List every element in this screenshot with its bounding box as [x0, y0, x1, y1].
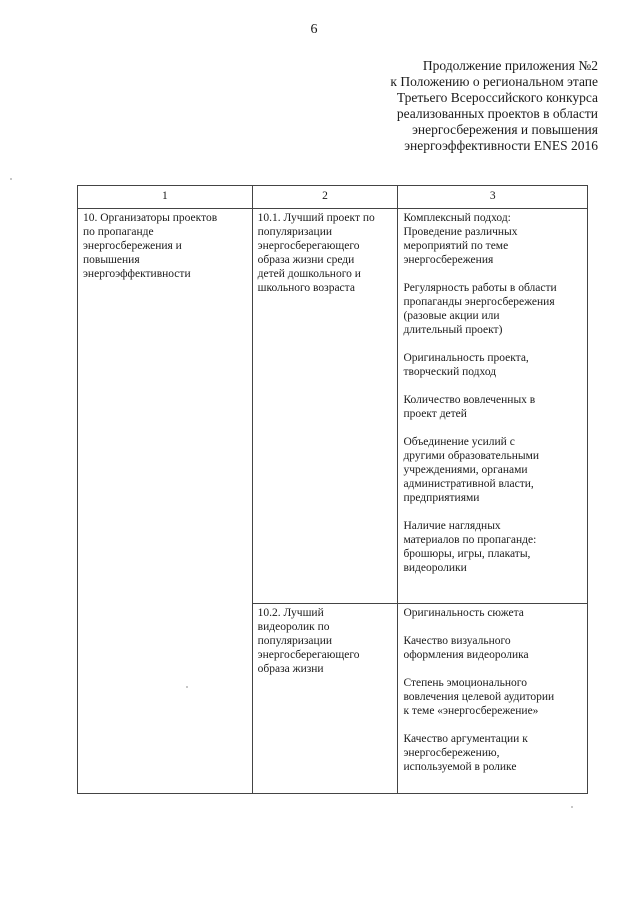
header-line: Продолжение приложения №2: [422, 58, 598, 73]
criteria-cell: [398, 209, 588, 604]
table-row: [78, 209, 588, 604]
criteria-cell: [398, 604, 588, 794]
nomination-title: 10.1. Лучший проект по популяризации энергосберегающего образа жизни среди детей дошкольного и школьного возраста: [257, 212, 375, 294]
criterion: Качество визуального оформления видеоролика: [403, 635, 529, 661]
scan-speck: [571, 806, 573, 808]
criterion: Регулярность работы в области пропаганды энергосбережения (разовые акции или длительный проект): [403, 282, 557, 336]
header-line: энергоэффективности ENES 2016: [404, 138, 598, 153]
header-line: к Положению о региональном этапе: [390, 74, 598, 89]
category-text: 10. Организаторы проектов по пропаганде энергосбережения и повышения энергоэффективности: [83, 212, 218, 280]
criterion: Степень эмоционального вовлечения целевой аудитории к теме «энергосбережение»: [403, 677, 555, 717]
nomination-cell: [252, 604, 398, 794]
category-cell: [78, 209, 253, 794]
criterion: Наличие наглядных материалов по пропаганде: брошюры, игры, плакаты, видеоролики: [403, 520, 537, 574]
page-number: 6: [310, 22, 318, 37]
scan-speck: [186, 686, 188, 688]
column-number: 1: [78, 186, 253, 209]
criterion: Качество аргументации к энергосбережению, используемой в ролике: [403, 733, 528, 773]
column-number: 2: [252, 186, 398, 209]
nomination-title: 10.2. Лучший видеоролик по популяризации энергосберегающего образа жизни: [257, 607, 360, 675]
header-line: Третьего Всероссийского конкурса: [396, 90, 598, 105]
criterion: Оригинальность сюжета: [403, 607, 524, 619]
header-line: энергосбережения и повышения: [412, 122, 598, 137]
appendix-header: [298, 58, 598, 154]
criterion: Оригинальность проекта, творческий подход: [403, 352, 529, 378]
column-number: 3: [398, 186, 588, 209]
criterion: Количество вовлеченных в проект детей: [403, 394, 536, 420]
criterion: Комплексный подход: Проведение различных мероприятий по теме энергосбережения: [403, 212, 518, 266]
criterion: Объединение усилий с другими образовательными учреждениями, органами административной власти, предприятиями: [403, 436, 540, 504]
scan-speck: [10, 178, 12, 180]
column-number-row: [78, 186, 588, 209]
criteria-table: [77, 185, 588, 794]
nomination-cell: [252, 209, 398, 604]
header-line: реализованных проектов в области: [396, 106, 598, 121]
